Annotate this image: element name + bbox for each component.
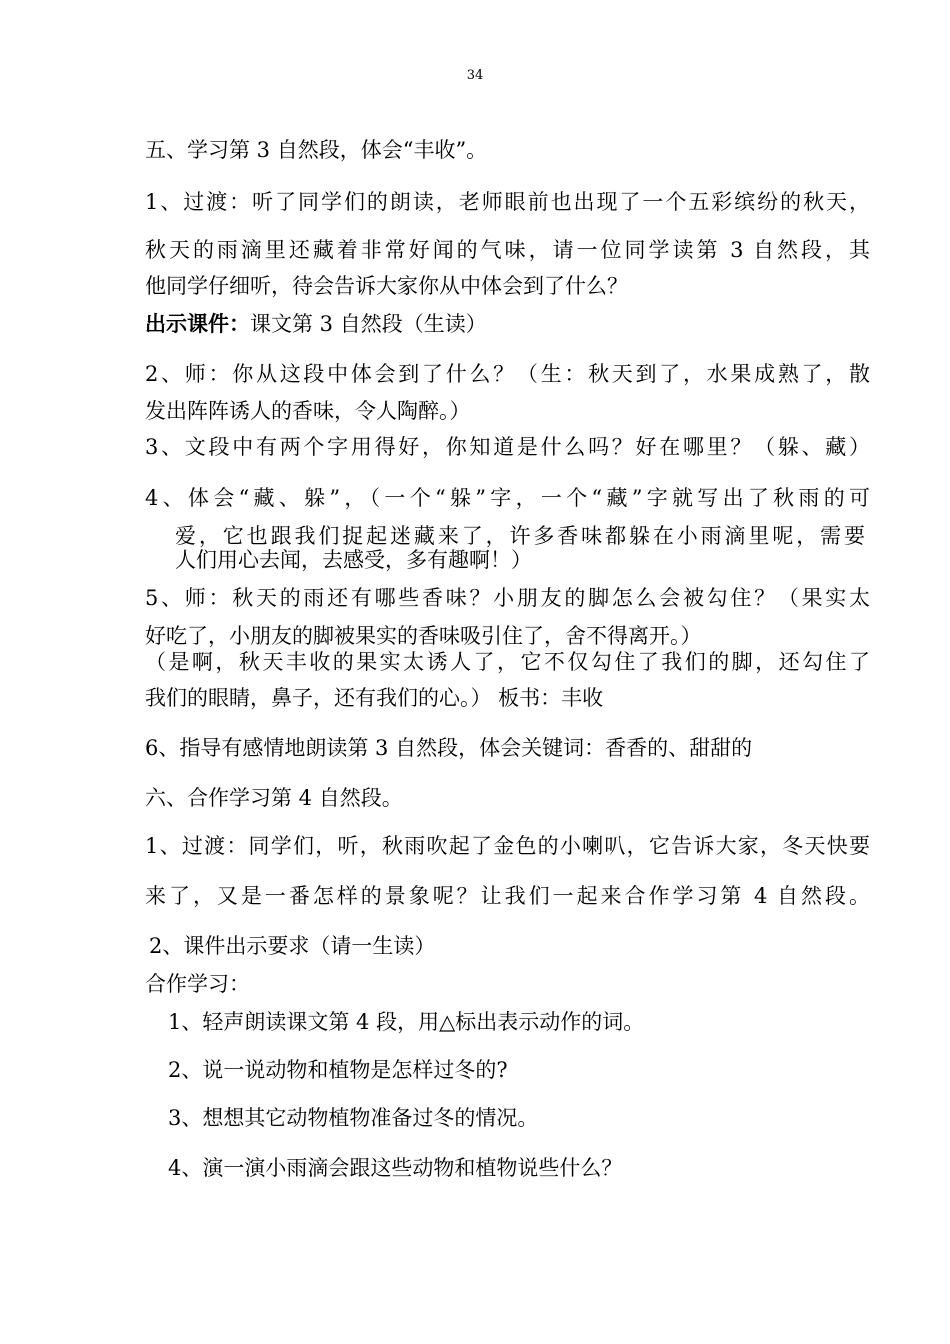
paragraph-line: 人们用心去闻，去感受，多有趣啊！） — [175, 548, 532, 572]
courseware-text: 课文第 3 自然段（生读） — [250, 312, 487, 336]
paragraph-line: 发出阵阵诱人的香味，令人陶醉。） — [145, 399, 471, 423]
paragraph-line: 秋天的雨滴里还藏着非常好闻的气味，请一位同学读第 3 自然段，其 — [145, 238, 870, 262]
paragraph-line: 他同学仔细听，待会告诉大家你从中体会到了什么？ — [145, 274, 628, 298]
paragraph-line: 爱，它也跟我们捉起迷藏来了，许多香味都躲在小雨滴里呢，需要 — [175, 524, 865, 548]
task-item: 2、说一说动物和植物是怎样过冬的? — [168, 1058, 508, 1082]
paragraph-line: 来了，又是一番怎样的景象呢？让我们一起来合作学习第 4 自然段。 — [145, 884, 870, 908]
paragraph-line: 5、师：秋天的雨还有哪些香味？小朋友的脚怎么会被勾住？（果实太 — [145, 586, 870, 610]
paragraph-line: 4、体会“藏、躲”，（一个“躲”字，一个“藏”字就写出了秋雨的可 — [145, 486, 870, 510]
section-heading-5: 五、学习第 3 自然段，体会“丰收”。 — [145, 138, 488, 162]
paragraph-line: 2、课件出示要求（请一生读） — [149, 934, 436, 958]
paragraph-line: 2、师：你从这段中体会到了什么？（生：秋天到了，水果成熟了，散 — [145, 362, 870, 386]
paragraph-line: 我们的眼睛，鼻子，还有我们的心。） 板书：丰收 — [145, 686, 604, 710]
paragraph-line: 3、文段中有两个字用得好，你知道是什么吗？好在哪里？（躲、藏） — [145, 435, 870, 459]
courseware-label: 出示课件： — [145, 311, 250, 336]
task-item: 3、想想其它动物植物准备过冬的情况。 — [168, 1106, 539, 1130]
page-number: 34 — [466, 68, 484, 83]
paragraph-line: 1、过渡：同学们，听，秋雨吹起了金色的小喇叭，它告诉大家，冬天快要 — [145, 834, 870, 858]
paragraph-line: 1、过渡：听了同学们的朗读，老师眼前也出现了一个五彩缤纷的秋天， — [145, 190, 870, 214]
paragraph-line: 6、指导有感情地朗读第 3 自然段，体会关键词：香香的、甜甜的 — [145, 736, 753, 760]
section-heading-6: 六、合作学习第 4 自然段。 — [145, 786, 403, 810]
paragraph-line: （是啊，秋天丰收的果实太诱人了，它不仅勾住了我们的脚，还勾住了 — [145, 650, 870, 674]
courseware-line — [145, 310, 870, 338]
task-item: 1、轻声朗读课文第 4 段，用△标出表示动作的词。 — [168, 1010, 645, 1034]
paragraph-line: 合作学习： — [145, 972, 250, 996]
paragraph-line: 好吃了，小朋友的脚被果实的香味吸引住了，舍不得离开。） — [145, 624, 702, 648]
task-item: 4、演一演小雨滴会跟这些动物和植物说些什么？ — [168, 1156, 623, 1180]
